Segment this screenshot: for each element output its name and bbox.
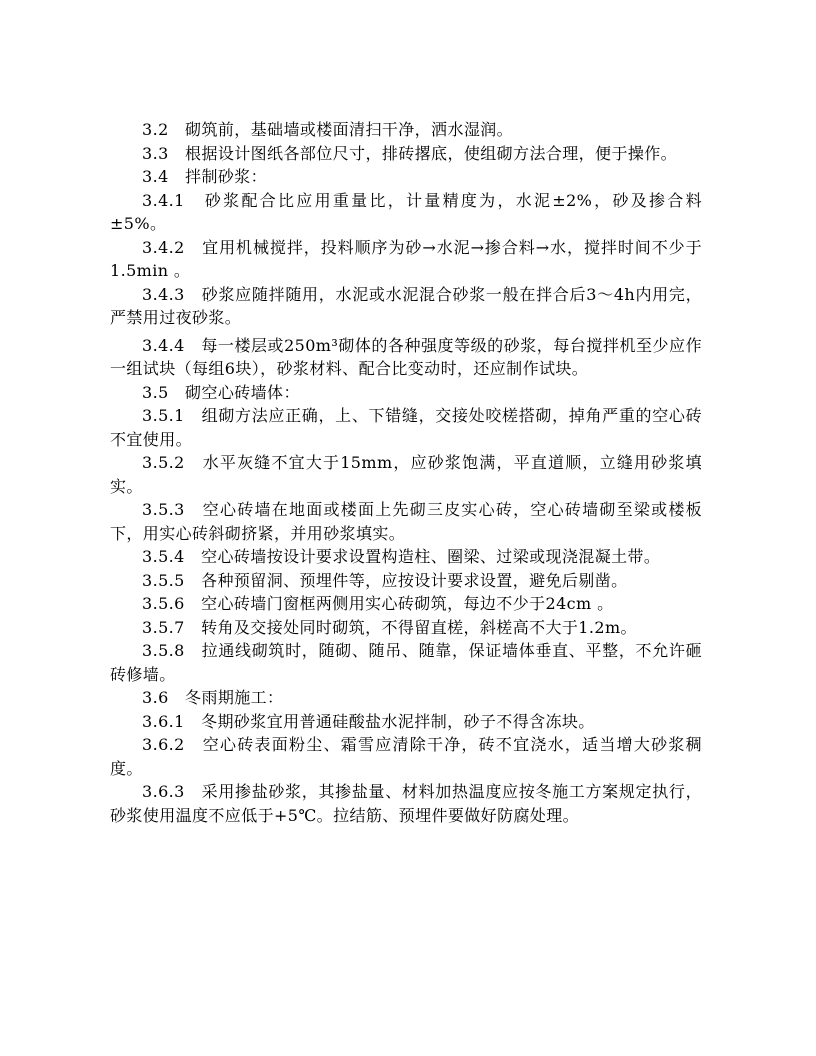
paragraph-3-4-2: 3.4.2 宜用机械搅拌，投料顺序为砂→水泥→掺合料→水，搅拌时间不少于1.5min 。	[110, 237, 702, 280]
paragraph-3-4-3: 3.4.3 砂浆应随拌随用，水泥或水泥混合砂浆一般在拌合后3～4h内用完，严禁用过夜砂浆。	[110, 284, 702, 327]
paragraph-3-5-4: 3.5.4 空心砖墙按设计要求设置构造柱、圈梁、过梁或现浇混凝土带。	[142, 547, 661, 566]
paragraph-3-5-3: 3.5.3 空心砖墙在地面或楼面上先砌三皮实心砖，空心砖墙砌至梁或楼板下，用实心砖斜砌挤紧，并用砂浆填实。	[110, 500, 702, 543]
paragraph-3-6-1: 3.6.1 冬期砂浆宜用普通硅酸盐水泥拌制，砂子不得含冻块。	[142, 711, 595, 731]
paragraph-3-2: 3.2 砌筑前，基础墙或楼面清扫干净，洒水湿润。	[142, 120, 514, 139]
paragraph-3-6-3: 3.6.3 采用掺盐砂浆，其掺盐量、材料加热温度应按冬施工方案规定执行，砂浆使用温度不应低于+5℃。拉结筋、预埋件要做好防腐处理。	[110, 782, 702, 825]
paragraph-3-5-1: 3.5.1 组砌方法应正确，上、下错缝，交接处咬槎搭砌，掉角严重的空心砖不宜使用。	[110, 406, 702, 449]
paragraph-3-5-2: 3.5.2 水平灰缝不宜大于15mm，应砂浆饱满，平直道顺，立缝用砂浆填实。	[110, 453, 702, 496]
paragraph-3-6: 3.6 冬雨期施工：	[142, 688, 284, 707]
paragraph-3-4-1: 3.4.1 砂浆配合比应用重量比，计量精度为，水泥±2%，砂及掺合料±5%。	[110, 190, 702, 233]
paragraph-3-5-7: 3.5.7 转角及交接处同时砌筑，不得留直槎，斜槎高不大于1.2m。	[142, 617, 637, 637]
paragraph-3-5: 3.5 砌空心砖墙体：	[142, 382, 300, 402]
document-page	[110, 118, 702, 827]
paragraph-3-4-4: 3.4.4 每一楼层或250m³砌体的各种强度等级的砂浆，每台搅拌机至少应作一组试块（每组6块），砂浆材料、配合比变动时，还应制作试块。	[110, 335, 702, 378]
paragraph-3-5-8: 3.5.8 拉通线砌筑时，随砌、随吊、随靠，保证墙体垂直、平整，不允许砸砖修墙。	[110, 641, 702, 684]
paragraph-3-5-6: 3.5.6 空心砖墙门窗框两侧用实心砖砌筑，每边不少于24cm 。	[142, 594, 614, 613]
paragraph-3-4: 3.4 拌制砂浆：	[142, 167, 268, 186]
paragraph-3-3: 3.3 根据设计图纸各部位尺寸，排砖撂底，使组砌方法合理，便于操作。	[142, 143, 678, 163]
paragraph-3-6-2: 3.6.2 空心砖表面粉尘、霜雪应清除干净，砖不宜浇水，适当增大砂浆稠度。	[110, 735, 702, 778]
paragraph-3-5-5: 3.5.5 各种预留洞、预埋件等，应按设计要求设置，避免后剔凿。	[142, 570, 628, 590]
